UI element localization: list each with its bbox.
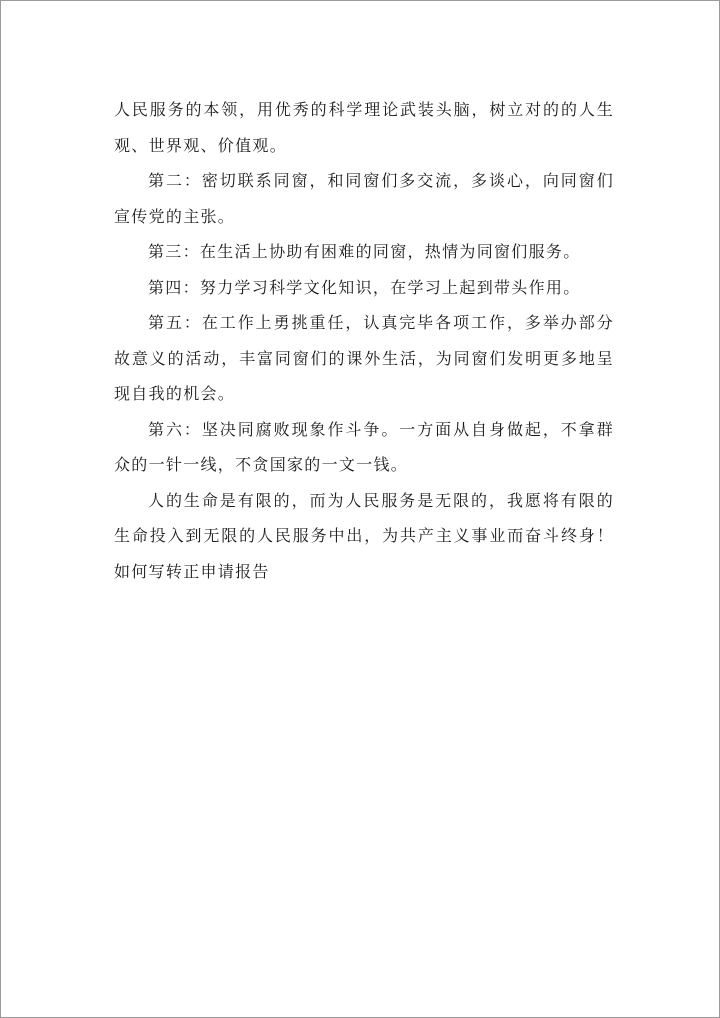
paragraph-7: 人的生命是有限的，而为人民服务是无限的，我愿将有限的生命投入到无限的人民服务中出，为共产主义事业而奋斗终身！如何写转正申请报告: [114, 490, 614, 581]
paragraph-2: 第二：密切联系同窗，和同窗们多交流，多谈心，向同窗们宣传党的主张。: [114, 171, 614, 226]
paragraph-5: 第五：在工作上勇挑重任，认真完毕各项工作，多举办部分故意义的活动，丰富同窗们的课外生活，为同窗们发明更多地呈现自我的机会。: [114, 313, 614, 403]
paragraph-6: 第六：坚决同腐败现象作斗争。一方面从自身做起，不拿群众的一针一线，不贪国家的一文一钱。: [114, 419, 614, 474]
paragraph-3: 第三：在生活上协助有困难的同窗，热情为同窗们服务。: [148, 242, 581, 261]
paragraph-4: 第四：努力学习科学文化知识，在学习上起到带头作用。: [148, 277, 581, 297]
paragraph-1: 人民服务的本领，用优秀的科学理论武装头脑，树立对的的人生观、世界观、价值观。: [114, 100, 614, 155]
document-body: [114, 92, 614, 589]
